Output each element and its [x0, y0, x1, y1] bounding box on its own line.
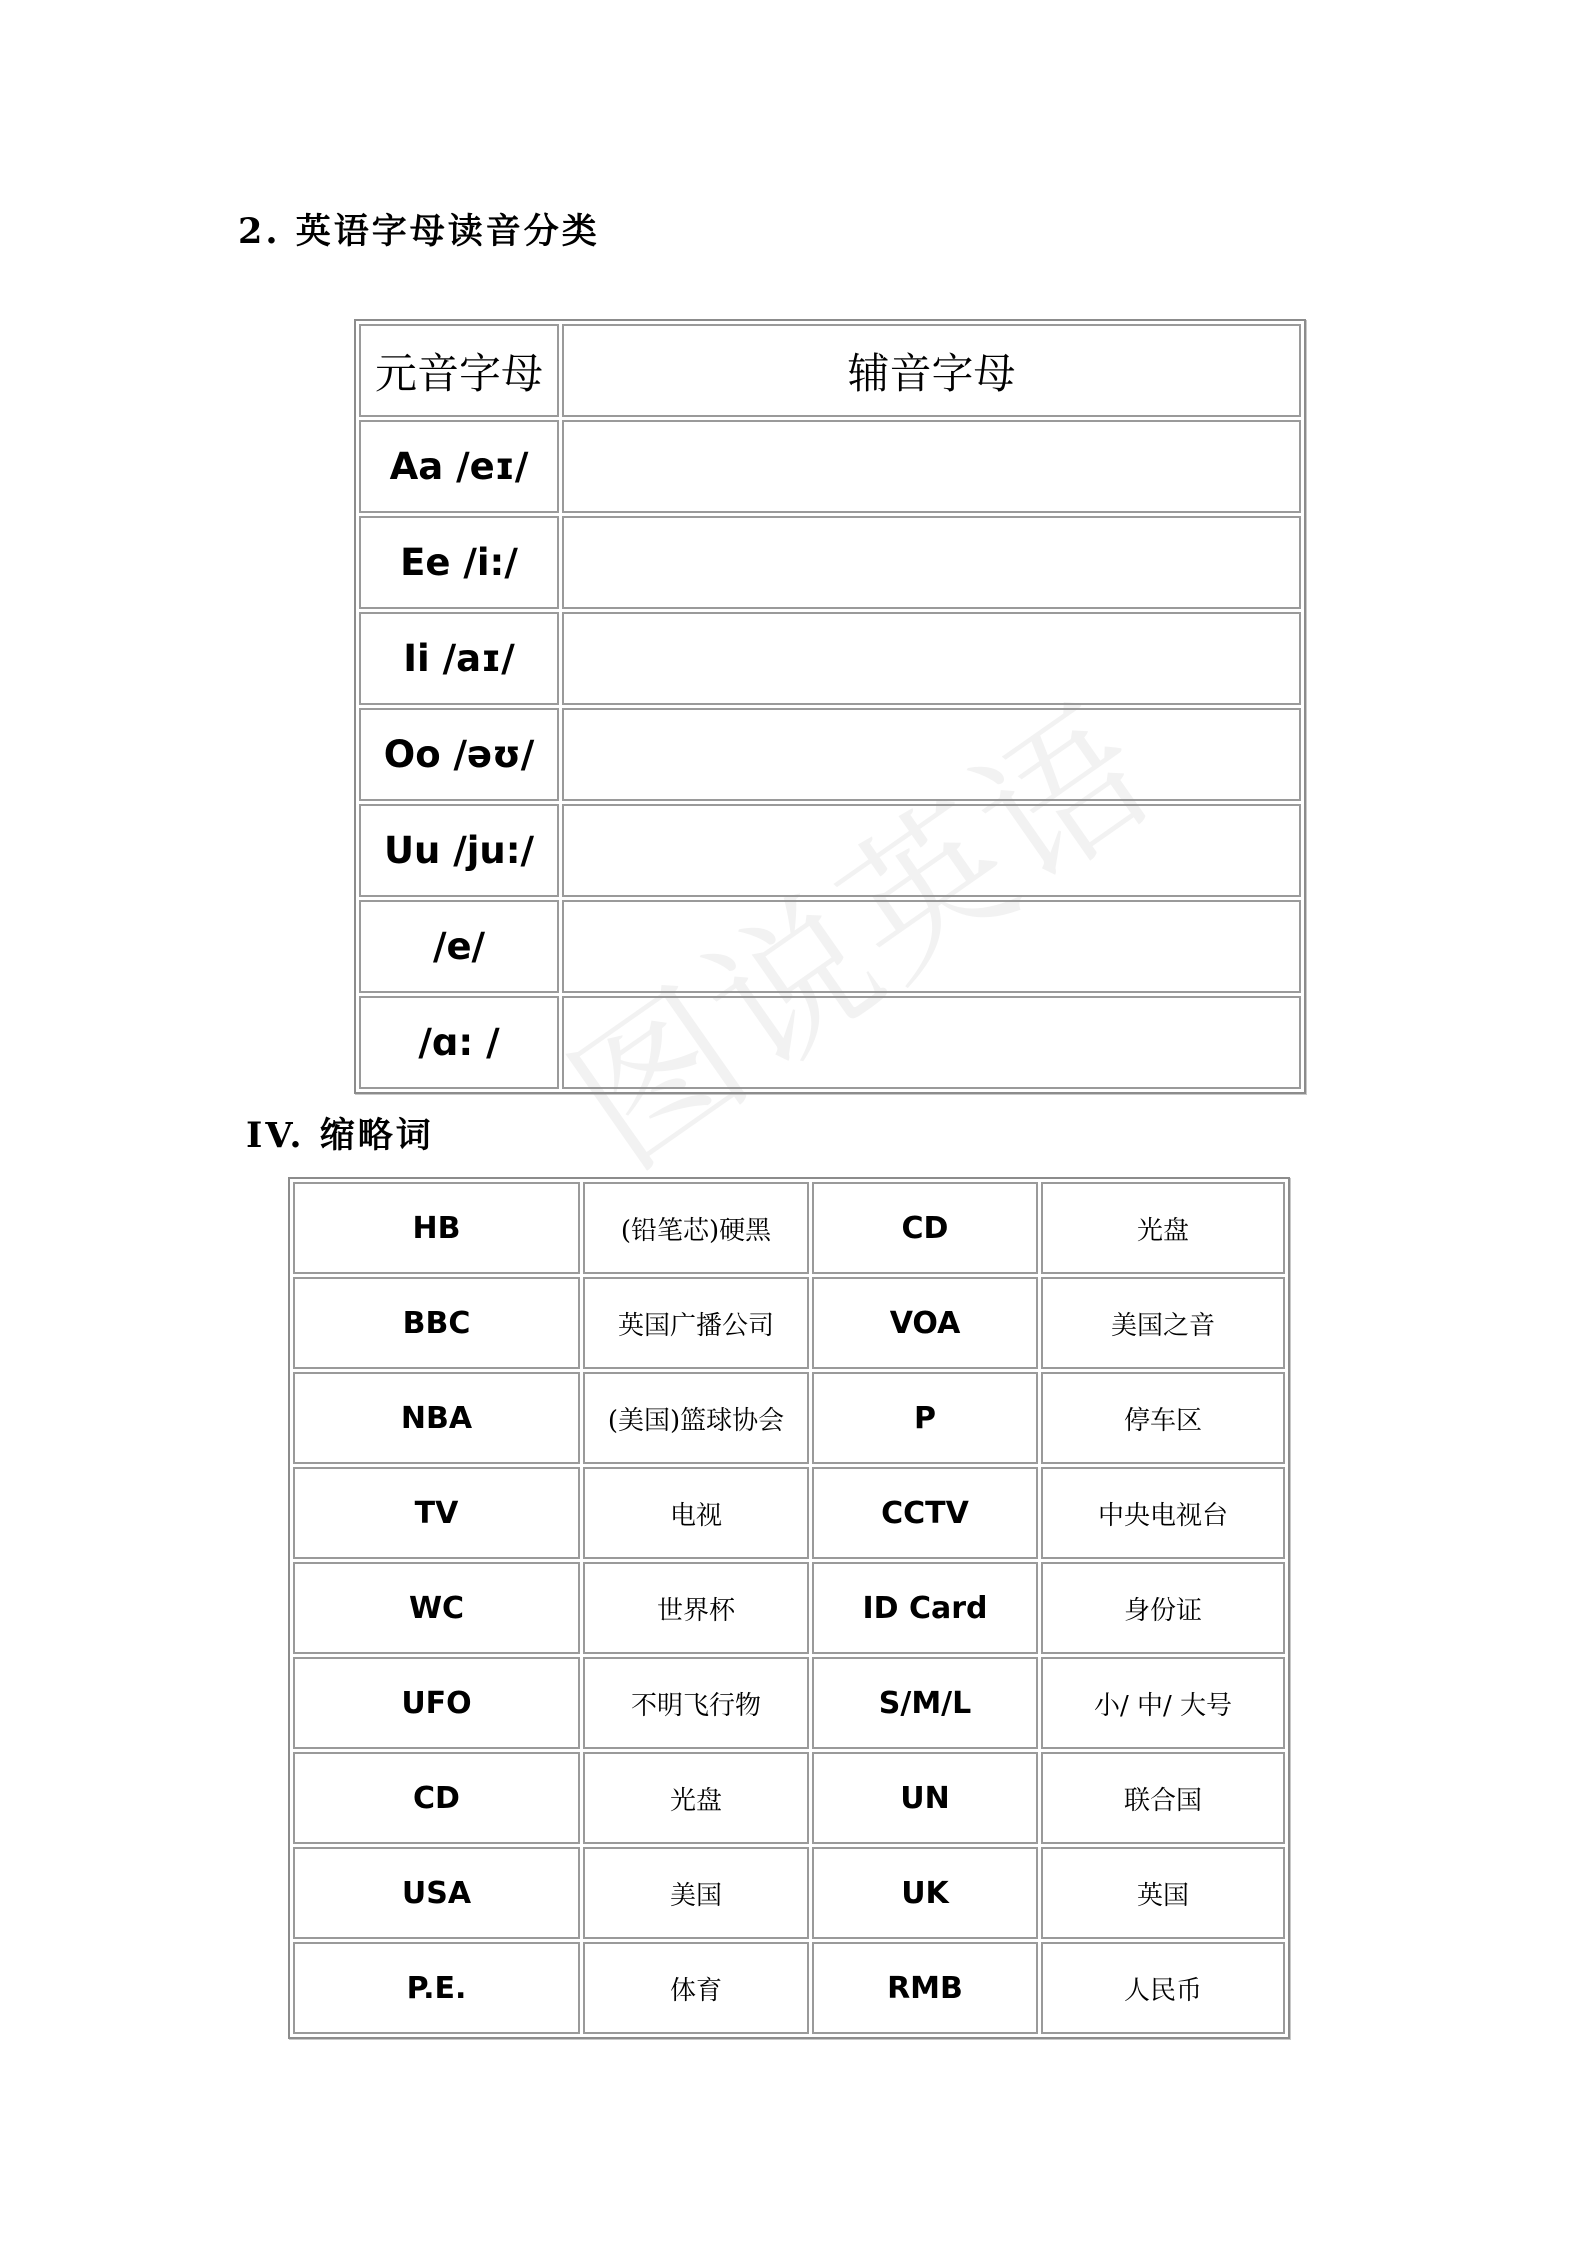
table-row: [293, 1657, 1285, 1749]
meaning-cell: 身份证: [1041, 1562, 1285, 1654]
table-row: [359, 804, 1301, 897]
table-row: [359, 708, 1301, 801]
vowel-letters-header: 元音字母: [359, 324, 559, 417]
meaning-cell: 小/ 中/ 大号: [1041, 1657, 1285, 1749]
meaning-cell: 不明飞行物: [583, 1657, 809, 1749]
meaning-cell: 人民币: [1041, 1942, 1285, 2034]
abbreviation-cell: WC: [293, 1562, 580, 1654]
abbreviation-cell: TV: [293, 1467, 580, 1559]
abbreviation-cell: RMB: [812, 1942, 1038, 2034]
consonant-cell[interactable]: [562, 708, 1301, 801]
table-row: [293, 1847, 1285, 1939]
meaning-cell: 光盘: [1041, 1182, 1285, 1274]
table-row: [293, 1182, 1285, 1274]
consonant-cell[interactable]: [562, 900, 1301, 993]
table-header-row: [359, 324, 1301, 417]
vowel-cell: Ii /aɪ/: [359, 612, 559, 705]
meaning-cell: 停车区: [1041, 1372, 1285, 1464]
vowel-cell: Ee /i:/: [359, 516, 559, 609]
meaning-cell: 电视: [583, 1467, 809, 1559]
consonant-letters-header: 辅音字母: [562, 324, 1301, 417]
abbreviation-cell: UN: [812, 1752, 1038, 1844]
vowel-cell: Uu /ju:/: [359, 804, 559, 897]
table-row: [293, 1752, 1285, 1844]
abbreviation-cell: UFO: [293, 1657, 580, 1749]
table-row: [293, 1277, 1285, 1369]
abbreviation-cell: HB: [293, 1182, 580, 1274]
table-row: [293, 1372, 1285, 1464]
meaning-cell: (铅笔芯)硬黑: [583, 1182, 809, 1274]
meaning-cell: 联合国: [1041, 1752, 1285, 1844]
meaning-cell: 中央电视台: [1041, 1467, 1285, 1559]
abbreviation-cell: CD: [293, 1752, 580, 1844]
abbreviation-cell: CCTV: [812, 1467, 1038, 1559]
meaning-cell: 世界杯: [583, 1562, 809, 1654]
letter-sound-table: [354, 319, 1306, 1094]
abbreviation-cell: CD: [812, 1182, 1038, 1274]
section-heading-letter-sounds: 2. 英语字母读音分类: [238, 211, 600, 252]
table-row: [359, 420, 1301, 513]
table-row: [359, 612, 1301, 705]
meaning-cell: 美国之音: [1041, 1277, 1285, 1369]
abbreviation-cell: BBC: [293, 1277, 580, 1369]
abbreviation-table: [288, 1177, 1290, 2039]
consonant-cell[interactable]: [562, 996, 1301, 1089]
section-heading-abbreviations: IV. 缩略词: [246, 1115, 434, 1156]
abbreviation-cell: ID Card: [812, 1562, 1038, 1654]
consonant-cell[interactable]: [562, 612, 1301, 705]
abbreviation-cell: P.E.: [293, 1942, 580, 2034]
consonant-cell[interactable]: [562, 804, 1301, 897]
meaning-cell: (美国)篮球协会: [583, 1372, 809, 1464]
table-row: [293, 1942, 1285, 2034]
meaning-cell: 英国广播公司: [583, 1277, 809, 1369]
vowel-cell: Oo /əʊ/: [359, 708, 559, 801]
meaning-cell: 光盘: [583, 1752, 809, 1844]
vowel-cell: /ɑ: /: [359, 996, 559, 1089]
table-row: [359, 996, 1301, 1089]
abbreviation-cell: UK: [812, 1847, 1038, 1939]
table-row: [359, 900, 1301, 993]
abbreviation-cell: VOA: [812, 1277, 1038, 1369]
meaning-cell: 英国: [1041, 1847, 1285, 1939]
watermark: 图说英语: [540, 672, 1185, 1202]
table-row: [359, 516, 1301, 609]
consonant-cell[interactable]: [562, 420, 1301, 513]
abbreviation-cell: USA: [293, 1847, 580, 1939]
abbreviation-cell: P: [812, 1372, 1038, 1464]
consonant-cell[interactable]: [562, 516, 1301, 609]
vowel-cell: /e/: [359, 900, 559, 993]
meaning-cell: 美国: [583, 1847, 809, 1939]
abbreviation-cell: S/M/L: [812, 1657, 1038, 1749]
vowel-cell: Aa /eɪ/: [359, 420, 559, 513]
table-row: [293, 1562, 1285, 1654]
abbreviation-cell: NBA: [293, 1372, 580, 1464]
table-row: [293, 1467, 1285, 1559]
meaning-cell: 体育: [583, 1942, 809, 2034]
